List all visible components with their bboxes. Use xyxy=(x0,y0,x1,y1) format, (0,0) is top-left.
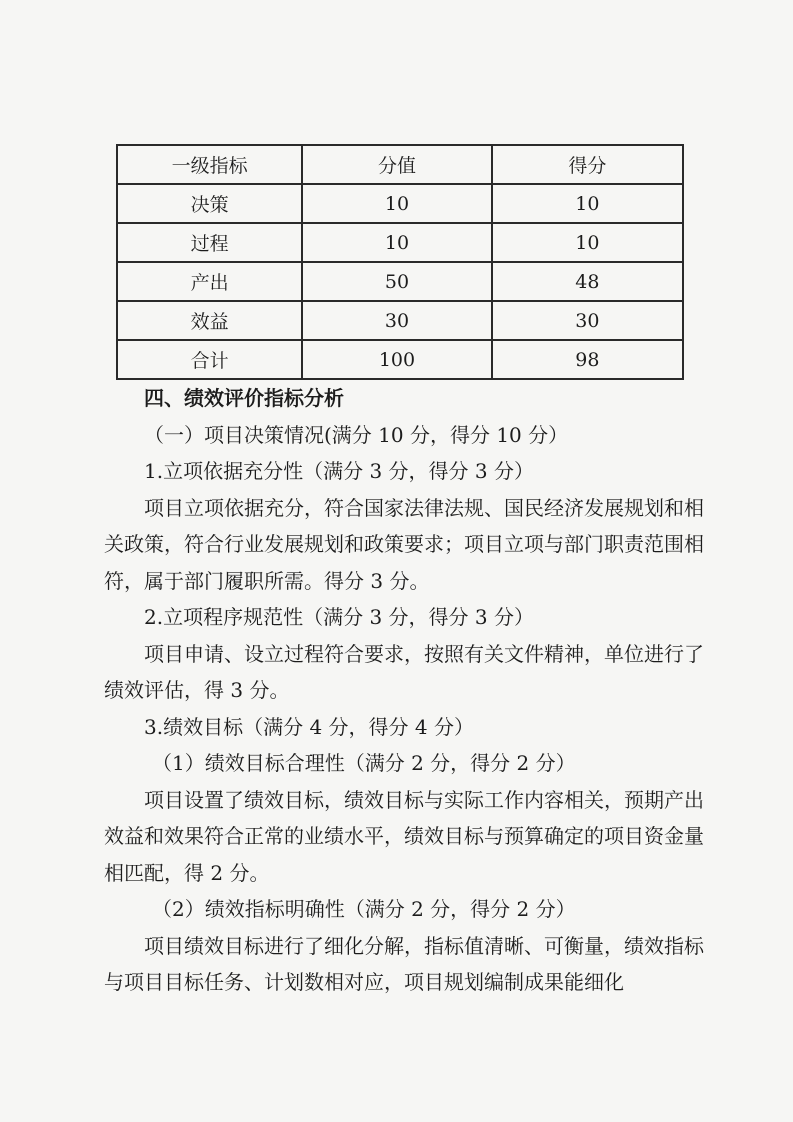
table-cell: 98 xyxy=(492,340,683,379)
table-row xyxy=(117,184,683,223)
paragraph: 项目立项依据充分，符合国家法律法规、国民经济发展规划和相关政策，符合行业发展规划和政策要求；项目立项与部门职责范围相符，属于部门履职所需。得分 3 分。 xyxy=(104,495,704,593)
table-cell: 效益 xyxy=(117,301,302,340)
table-cell: 100 xyxy=(302,340,491,379)
table-cell: 10 xyxy=(302,223,491,262)
table-cell: 48 xyxy=(492,262,683,301)
paragraph: 项目绩效目标进行了细化分解，指标值清晰、可衡量，绩效指标与项目目标任务、计划数相对应，项目规划编制成果能细化 xyxy=(104,933,704,994)
table-cell: 10 xyxy=(302,184,491,223)
table-row xyxy=(117,223,683,262)
table-cell: 30 xyxy=(492,301,683,340)
table-row xyxy=(117,262,683,301)
table-cell: 10 xyxy=(492,184,683,223)
document-body xyxy=(104,380,704,1001)
table-cell: 过程 xyxy=(117,223,302,262)
table-cell: 30 xyxy=(302,301,491,340)
item-title: 2.立项程序规范性（满分 3 分，得分 3 分） xyxy=(144,605,534,629)
table-header-row xyxy=(117,145,683,184)
table-cell: 10 xyxy=(492,223,683,262)
table-cell: 50 xyxy=(302,262,491,301)
sub-item-title: （1）绩效目标合理性（满分 2 分，得分 2 分） xyxy=(152,751,576,775)
sub-item-title: （2）绩效指标明确性（满分 2 分，得分 2 分） xyxy=(152,897,576,921)
item-title: 1.立项依据充分性（满分 3 分，得分 3 分） xyxy=(144,459,534,483)
subsection-title: （一）项目决策情况(满分 10 分，得分 10 分） xyxy=(144,422,569,447)
table-row xyxy=(117,340,683,379)
paragraph: 项目设置了绩效目标，绩效目标与实际工作内容相关，预期产出效益和效果符合正常的业绩水平，绩效目标与预算确定的项目资金量相匹配，得 2 分。 xyxy=(104,787,704,885)
table-header-cell: 一级指标 xyxy=(117,145,302,184)
item-title: 3.绩效目标（满分 4 分，得分 4 分） xyxy=(144,714,474,739)
score-table xyxy=(116,144,684,380)
table-cell: 合计 xyxy=(117,340,302,379)
table-header-cell: 分值 xyxy=(302,145,491,184)
table-cell: 产出 xyxy=(117,262,302,301)
table-cell: 决策 xyxy=(117,184,302,223)
paragraph: 项目申请、设立过程符合要求，按照有关文件精神，单位进行了绩效评估，得 3 分。 xyxy=(104,641,704,702)
table-row xyxy=(117,301,683,340)
section-heading: 四、绩效评价指标分析 xyxy=(144,386,344,410)
table-header-cell: 得分 xyxy=(492,145,683,184)
